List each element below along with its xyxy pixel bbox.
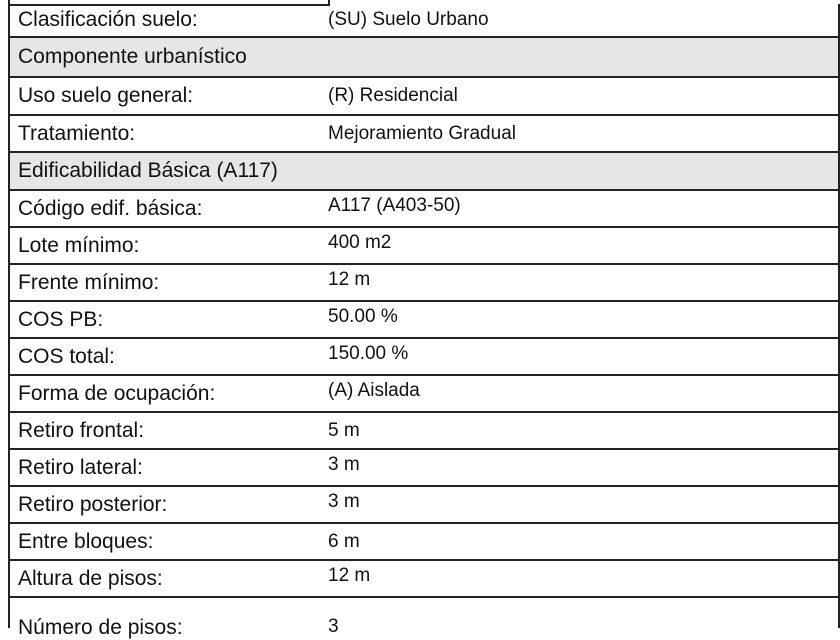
table-row-frente bbox=[10, 265, 838, 302]
row-value: 3 m bbox=[328, 454, 360, 475]
row-value: 3 m bbox=[328, 491, 360, 512]
table-row-forma bbox=[10, 376, 838, 413]
row-label: Lote mínimo: bbox=[18, 233, 140, 257]
row-label: Retiro lateral: bbox=[18, 455, 143, 479]
table-row-lote bbox=[10, 228, 838, 265]
table-row-altura bbox=[10, 561, 838, 598]
table-row-uso-suelo bbox=[10, 78, 838, 116]
row-value: 12 m bbox=[328, 565, 371, 586]
row-label: Uso suelo general: bbox=[18, 84, 194, 107]
row-label: Código edif. básica: bbox=[18, 196, 203, 220]
row-value: 400 m2 bbox=[328, 232, 392, 253]
row-label: Entre bloques: bbox=[18, 529, 154, 553]
zoning-table bbox=[8, 4, 840, 639]
row-label: Altura de pisos: bbox=[18, 566, 163, 590]
row-label: Frente mínimo: bbox=[18, 270, 160, 294]
section-header-componente bbox=[10, 38, 838, 78]
table-row-cos-pb bbox=[10, 302, 838, 339]
section-title: Edificabilidad Básica (A117) bbox=[18, 159, 278, 182]
row-label: Forma de ocupación: bbox=[18, 381, 216, 405]
row-value: 12 m bbox=[328, 269, 371, 290]
row-value: A117 (A403-50) bbox=[328, 195, 461, 216]
row-label: COS total: bbox=[18, 344, 115, 368]
table-row-entre-bloques bbox=[10, 524, 838, 561]
row-label: Clasificación suelo: bbox=[18, 8, 198, 31]
table-row-retiro-frontal bbox=[10, 413, 838, 450]
row-label: COS PB: bbox=[18, 307, 104, 331]
row-label: Número de pisos: bbox=[18, 616, 183, 639]
row-label: Retiro posterior: bbox=[18, 492, 168, 516]
row-value: (R) Residencial bbox=[328, 85, 458, 106]
section-title: Componente urbanístico bbox=[18, 45, 247, 68]
table-row-retiro-posterior bbox=[10, 487, 838, 524]
row-value: 3 bbox=[328, 616, 339, 637]
table-row-tratamiento bbox=[10, 116, 838, 153]
table-row-retiro-lateral bbox=[10, 450, 838, 487]
row-value: 6 m bbox=[328, 530, 360, 552]
row-label: Retiro frontal: bbox=[18, 418, 145, 442]
table-row-cos-total bbox=[10, 339, 838, 376]
table-row-clasificacion bbox=[10, 4, 838, 38]
row-label: Tratamiento: bbox=[18, 121, 136, 145]
row-value: 50.00 % bbox=[328, 306, 398, 327]
row-value: (A) Aislada bbox=[328, 380, 420, 401]
row-value: 150.00 % bbox=[328, 343, 409, 364]
row-value: 5 m bbox=[328, 419, 360, 441]
row-value: Mejoramiento Gradual bbox=[328, 122, 516, 144]
row-value: (SU) Suelo Urbano bbox=[328, 9, 489, 30]
section-header-edificabilidad bbox=[10, 153, 838, 191]
table-row-numero-pisos bbox=[10, 598, 838, 639]
table-row-codigo bbox=[10, 191, 838, 228]
